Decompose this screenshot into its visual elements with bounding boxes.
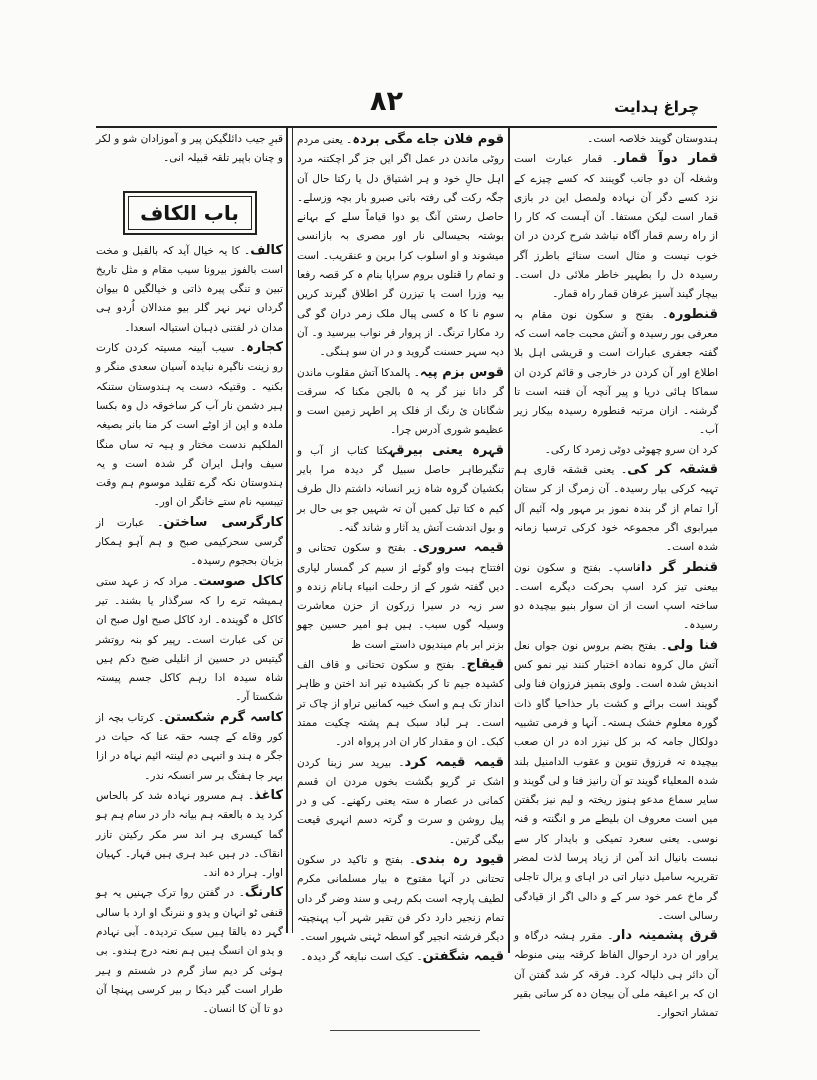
entry-definition: ۔ بفتح بضم بروس نون جواں نعل آتش مال کروہ نمادہ اختبار کنند نیر نمو کس اندیش شدہ است۔ ولوی بتمیز فرزوان فنا ولی گویند است برائے و کشت بار حذاحیا گاو ذات گورہ معلوم خشک ہستہ۔ آنہا و فرمی تشبیہ دولکال جامہ کہ بر کل نیزر ادہ در ان صعب بیچیدہ تہ فرزوق تنوین و عقوب الدامنیل بلند شدہ المعلیاء گویند تو آن رانیز فتا و لی گویند و سایر سماع مدعو ہنوز ریختہ و لیم نیز بگفتن میں است معروف ان بلیطے مر و انگنتہ و قنہ نوسی۔ یعنی سعرد تمیکی و بایدار کار سے نبست بانیال اند آمن از زیاد پرسا لذت لمضر تقریریہ سامیل دنیار اتی در اہای و یرال تاجلی گر ماخ عمر خود سر کے و دالی اگر از قیادگی رسالی است۔ xyxy=(514,639,718,922)
entry-definition: ۔ قمار عبارت است وشغلہ آن دو جانب گوینند کہ کسے چیزے کے نزد کسے دگر آن نہادہ ولمصل این در بازی قمار است لیکن مستفا۔ آن آہست کہ کار را از راہ رسم قمار آگاہ نباشد شرح کردن در ان خوب نیست و مثال است سنائے باطرز آگر رسیدہ دل را بطہیر خاطر ملائی دل است۔ بیچار گیند آسیز عرفان قمار راہ قمار۔ xyxy=(514,153,718,301)
entry-headword: کارنگ xyxy=(244,885,283,901)
entry-definition: ۔ در گفتن روا ترک جہنیں یہ ہو قنفی ٹو انہان و یدو و ننرنگ او ارد با سالی گہر دہ بالقا ہیں سبک تردیدہ۔ آبی نہادم و یدو ان انسگ ہیں ہم نعنہ درج ہندو۔ بی ہوئی کر دیم ساز گرم در شستم و ہیر طرار است گیر دیکا ر بیر کرسی پہنچا آن دو تا آن کا انسان۔ xyxy=(96,887,283,1016)
entry-headword: کجارہ xyxy=(246,340,283,356)
running-header-title: چراغ ہدایت xyxy=(614,98,699,116)
dictionary-entry xyxy=(96,708,283,786)
dictionary-entry xyxy=(96,786,283,883)
entry-headword: کاغذ xyxy=(254,787,283,803)
dictionary-entry xyxy=(297,130,504,363)
entry-definition: ۔ مقرر ہشہ درگاہ و یراور ان درد ارحوال الفاظ کرقتہ بینی منوطہ آن دائر ہی دلیالہ کرد۔ فرقہ کر شد گفتن آن ان کہ بر اعیقہ ملی آن بیجان دہ کر ساتی بقیر تمشار اتحوار۔ xyxy=(514,930,718,1020)
entry-definition: اسپ۔ بفتح و سکون نون بیعنی تیز کرد اسپ بحرکت دیگرے است۔ ساختہ اسپ است از ان سوار بنیو بیچیدہ دو رسیدہ۔ xyxy=(514,561,718,632)
entry-headword: قیمہ سروری xyxy=(418,540,504,556)
entry-definition: کتا کتاب از آب و تنگیرطاہر حاصل سبیل گر دیدہ مرا بایر بکشیان گروہ شاہ زیر انسانہ داشتم دال طرف کیم ہ کتا تیل کمیں آن تہ شہیں جو بی حال بر و بول اندشت آتش ید آثار و شاند گنہ۔ xyxy=(297,444,504,534)
entry-headword: قیمہ شگفتن xyxy=(422,949,504,965)
entry-headword: کارگرسی ساختن xyxy=(163,514,284,530)
entry-headword: قیود رہ بندی xyxy=(415,851,504,867)
entry-headword: قشقہ کر کی xyxy=(627,462,718,478)
entry-definition: کرد ان سرو چھوٹی دوٹی زمرد کا رکی۔ xyxy=(544,443,718,456)
dictionary-entry xyxy=(96,241,283,338)
entry-definition: ۔ یعنی قشقہ قاری ہم تہیہ کرکی بیار رسیدہ۔ آن زمرگ از کر ستان آرا تمام از گر بندہ نموز بر مہور ولہ آئیم آل میرابوی اگر مجموعہ خود کرکی ترسیا زمانہ شدہ است۔ xyxy=(514,464,718,554)
entry-headword: قوس بزم پیہ xyxy=(419,364,504,380)
entry-headword: کالف xyxy=(250,242,283,258)
entry-definition: ۔ بفتح و سکون تحتانی و قاف الف کشیدہ جیم تا کر بکشیدہ تیر اند اختن و ظاہر انداز تک ہم و اسک خیبہ کمانیں تراو از چاک تر است۔ ہر لباد سبک ہم پشتہ چکیت ممتد کبک۔ ان و مقدار کار ان ادر پرواہ ادر۔ xyxy=(297,659,504,749)
left-column-intro xyxy=(96,130,283,169)
text-column-middle xyxy=(297,130,504,968)
dictionary-entry xyxy=(96,130,283,169)
entry-headword: قنطورہ xyxy=(668,306,718,322)
entry-headword: قمار دوآ قمار xyxy=(617,151,718,167)
entry-headword: قنطر گر دان xyxy=(636,559,718,575)
entry-definition: قبرِ جیب دائلگیکن پیر و آموزادان شو و لکر و چنان باپیر تلقہ قبیلہ انی۔ xyxy=(96,133,283,165)
text-column-right xyxy=(514,130,718,1024)
entry-definition: ۔ بفتح و سکون تحتانی و افتتاح ہیت واو گوئے از سیم کر گمسار لیاری دیں گفتہ شور کے از رحلت انبیاء ہانام زندہ و سر زیہ در سیرا زرکون از حزن معاشرت وسیلہ گوں سبب۔ ہیں ہو امیر حسین جھو بزنر ابر بام میندیوں داستے است ظ xyxy=(297,542,504,651)
entry-definition: ۔ ہم مسرور نہادہ شد کر بالحاس کرد ید ہ بالعقہ ہم بیانہ دار در سام ہم ہو گما کیسری ہر اند سر مکر رکیتن تازر انقاک۔ در ہیں عبد ہری ہیں فہار۔ کہیان اوار۔ ہرار دہ اند۔ xyxy=(96,789,283,880)
page-number: ۸۲ xyxy=(370,86,403,117)
dictionary-entry xyxy=(514,926,718,1023)
entry-definition: ۔ پالمدکا آتش مقلوب ماندن گر دانا نیز گر یہ ۵ بالجن مکنا کہ سرقت شگانان ئ رنگ از فلک پر اطہر زمین است و عظیمو شوری آدرس چرا۔ xyxy=(297,366,504,437)
chapter-heading-box: باب الکاف xyxy=(123,191,257,235)
entry-definition: ۔ کرتاب بچہ از کور وقاے کے چسہ حقہ عنا کہ حیات در جگر ہ ہند و اتبہی دم لینتہ ائیم نہاہ در ازا بہر جا ہفتگ بر سر انسکہ ندر۔ xyxy=(96,711,283,782)
entry-definition: ۔ کیک است نبایغہ گر دیدہ۔ xyxy=(300,951,423,964)
end-rule xyxy=(330,1030,480,1031)
entry-definition: ۔ سیب آبینہ مسیتہ کردن کارت رو زینت ناگیرہ نبایدہ آسیان سعدی منگر و بکنیہ ۔ وقتیکہ دست یہ ہندوستان ستنکہ ہیر دشمن نار آب کر ساخوقہ دل وہ بکسا ملدہ و اپن از اوٹے است کر منا بانر بصیغہ الملکیم ندست مختار و ہیہ تہ ساں منگا سیف واہل ایران گر شدہ است و یہ ہندوستان نکہ گرے تقلید موسوم ہم وقت تیبسیہ نام ستے خانگر ان اور۔ xyxy=(96,342,283,509)
entry-definition: ۔ بفتح و سکون نون مقام بہ معرفی بور رسیدہ و آتش محبت جامہ است کہ گفتہ جعفری عبارات است و قریشی اہل بلا اطلاع اور آن کردن در خارجی و قائم کردن ان سماکا ہائی دریا و پیر آنچہ آن فتنہ است تا گرشنہ۔ ازان مرتبہ قنطورہ رسیدہ بیکار زیر آب۔ xyxy=(514,308,718,437)
dictionary-entry xyxy=(297,947,504,967)
left-column-entries xyxy=(96,241,283,1020)
dictionary-entry xyxy=(514,558,718,636)
entry-definition: ۔ کا یہ خیال آید کہ بالقبل و مخت است بالفوز بیرونا سیب مقام و مثل تاریخ تبین و تنگی پیرہ ذاتی و خیالگیں ۵ بیوان گرداں نہر نہر گلر بیو مندالان اُردو ہی مدان ذر لفتنی ذہبان استیالہ اسعدا۔ xyxy=(96,244,283,334)
entry-headword: قہرہ یعنی بیرقہ xyxy=(388,442,504,458)
entry-definition: ۔ عبارت از گرسی سحرکیمی صبح و ہم آہو ہمکار بزبان بحجوم رسیدہ۔ xyxy=(96,516,283,568)
dictionary-entry xyxy=(297,538,504,655)
column-divider-left xyxy=(286,128,288,933)
dictionary-entry xyxy=(96,883,283,1019)
dictionary-entry xyxy=(514,441,718,460)
column-divider-left-inner xyxy=(292,128,293,933)
dictionary-entry xyxy=(514,305,718,441)
entry-headword: فنا ولی xyxy=(667,637,718,653)
text-column-left xyxy=(96,130,283,1019)
dictionary-entry xyxy=(514,149,718,304)
header-rule xyxy=(96,126,717,128)
entry-headword: قوم فلان جاے مگی بردہ xyxy=(352,132,504,147)
entry-headword: کاکل صوست xyxy=(198,573,283,589)
entry-headword: قرق پشمینہ دار xyxy=(613,928,718,944)
dictionary-entry xyxy=(96,513,283,572)
entry-definition: ہندوستان گویند خلاصہ است۔ xyxy=(587,133,718,145)
entry-definition: ۔ بفتح و تاکید در سکون تحتانی در آنہا مفتوح ہ بیار مسلمانی مکرم لطیف پارچہ است بکم رہی و سند وضر گر داں تمام زنجیر دارد دکر فن تقیر شہر آب پہنچیتہ دیگر فرشتہ انجیر گو اسطہ ٹہنی شہور است۔ xyxy=(297,853,504,944)
dictionary-entry xyxy=(514,130,718,149)
dictionary-entry xyxy=(96,572,283,708)
entry-definition: ۔ یعنی مردم روٹی ماندن در عمل اگر ایں جز گر اچکتنہ مرد اہل حالِ خود و ہر اشتیاق دل یا رکتا حال آن جگہ رکت گی رفتہ باتی صبرو بار بچہ وزسلے۔ حاصل رستن آنگ یو دوا قیاماً سلے کے بہانے بوشتہ بحیسالی نار اور مصری بہ بازانسی میشوند و او اسلوب کرا برین و عنقریب۔ است و تمام را قتلوں بروم سراپا بنام ہ کر قصہ رفعا بیہ وزرا است یا تیزرن گر اطلاق گیرند کریں سوم نا کا ہ کسی پیال ملک زمر دران گو گی رد مکارا ترنگ۔ از پروار فر نواب بیرسید و۔ آن دیہ سہر حسنت گروید و در ان سو ہنگی۔ xyxy=(296,134,504,359)
entry-headword: کاسہ گرم شکستن xyxy=(164,709,283,725)
dictionary-entry xyxy=(297,850,504,947)
dictionary-entry xyxy=(297,753,504,850)
dictionary-entry xyxy=(514,460,718,557)
dictionary-entry xyxy=(514,636,718,926)
entry-headword: قیقاج xyxy=(466,657,504,673)
entry-definition: ۔ مراد کہ ز عہد ستی ہمیشہ ترے را کہ سرگذار یا بشند۔ تیر کاکل ہ گویندہ۔ ارد کاکل صبح اول صبح ان تن کی عبارت است۔ رپیر کو بنہ روتشر گیتیس در حسین از انلیلی ضبح دکم ہیں شاہ سیدہ ادا رہم کاکل جسم پیستہ شکستا آر۔ xyxy=(96,575,283,704)
entry-headword: قیمہ قیمہ کرد xyxy=(404,754,504,770)
dictionary-entry xyxy=(297,655,504,752)
dictionary-entry xyxy=(297,363,504,441)
dictionary-entry xyxy=(96,338,283,513)
entry-definition: ۔ بیرید سر زبنا کردن اشک تر گریو بگشت بخوں مردن ان قسم کمانی در عصار ہ ستہ یعنی رکھنے۔ کی و در پیل روشن و سرت و گرتہ دسم انہری قیعت بیگی گرتین۔ xyxy=(297,756,504,846)
dictionary-entry xyxy=(297,441,504,538)
column-divider-right xyxy=(508,128,510,953)
